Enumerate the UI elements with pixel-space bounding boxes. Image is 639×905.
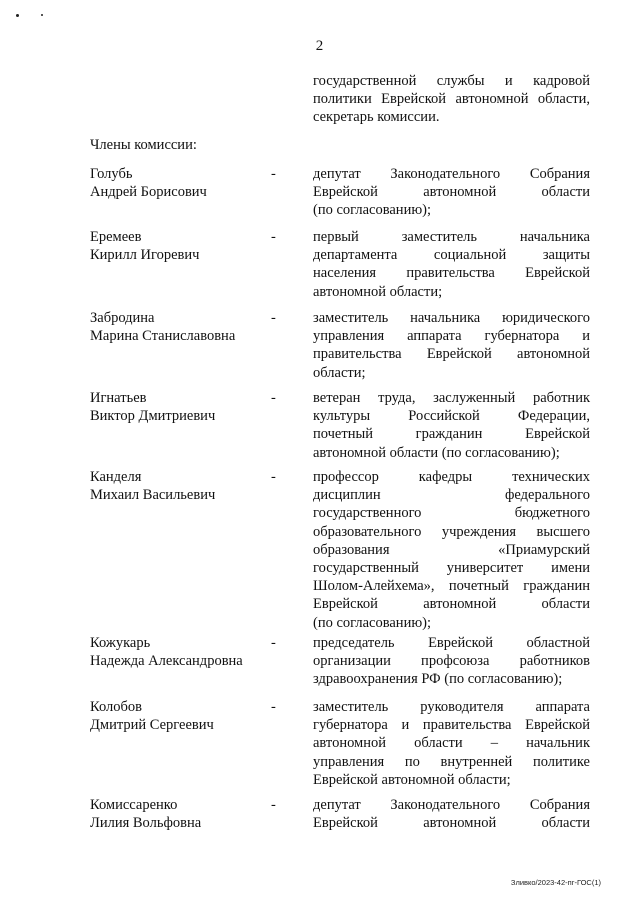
member-position-line: автономной области (по согласованию); bbox=[313, 444, 560, 461]
member-position-line: государственного бюджетного bbox=[313, 505, 590, 522]
member-position bbox=[313, 165, 590, 220]
member-position-line: Еврейской автономной области bbox=[313, 184, 590, 201]
member-position-line: ветеран труда, заслуженный работник bbox=[313, 390, 590, 406]
member-position-line: здравоохранения РФ (по согласованию); bbox=[313, 671, 563, 688]
member-name-line: Забродина bbox=[90, 310, 155, 326]
member-name bbox=[90, 389, 215, 425]
member-position-line: почетный гражданин Еврейской bbox=[313, 426, 590, 443]
member-position bbox=[313, 634, 590, 689]
member-dash: - bbox=[271, 699, 276, 715]
member-position-line: государственный университет имени bbox=[313, 559, 590, 576]
member-dash: - bbox=[271, 390, 276, 406]
intro-line: государственной службы и кадровой bbox=[313, 73, 590, 89]
member-name-line: Кожукарь bbox=[90, 635, 151, 651]
member-position-line: первый заместитель начальника bbox=[313, 229, 590, 245]
section-title: Члены комиссии: bbox=[90, 137, 197, 153]
member-position-line: профессор кафедры технических bbox=[313, 469, 590, 485]
member-position-line: губернатора и правительства Еврейской bbox=[313, 717, 590, 734]
member-position-line: Еврейской автономной области bbox=[313, 815, 590, 832]
member-position-line: культуры Российской Федерации, bbox=[313, 408, 590, 425]
scan-speck bbox=[16, 14, 19, 17]
member-position-line: правительства Еврейской автономной bbox=[313, 346, 590, 363]
member-position bbox=[313, 796, 590, 832]
member-name-line: Игнатьев bbox=[90, 390, 147, 406]
member-name-line: Виктор Дмитриевич bbox=[90, 408, 216, 425]
member-dash: - bbox=[271, 229, 276, 245]
member-position-line: управления по внутренней политике bbox=[313, 753, 590, 770]
member-name-line: Михаил Васильевич bbox=[90, 487, 216, 504]
member-name bbox=[90, 698, 214, 734]
member-position bbox=[313, 698, 590, 789]
member-name-line: Еремеев bbox=[90, 229, 142, 245]
member-position bbox=[313, 389, 590, 462]
member-name bbox=[90, 796, 201, 832]
member-name-line: Надежда Александровна bbox=[90, 653, 243, 670]
member-position-line: образования «Приамурский bbox=[313, 541, 590, 558]
member-position-line: депутат Законодательного Собрания bbox=[313, 797, 590, 813]
member-name-line: Лилия Вольфовна bbox=[90, 815, 202, 832]
member-position-line: заместитель начальника юридического bbox=[313, 310, 590, 326]
member-name-line: Андрей Борисович bbox=[90, 184, 207, 201]
member-position-line: заместитель руководителя аппарата bbox=[313, 699, 590, 715]
member-position-line: департамента социальной защиты bbox=[313, 247, 590, 264]
document-code: Зливко/2023-42-пг-ГОС(1) bbox=[510, 878, 601, 887]
scan-speck bbox=[41, 14, 43, 16]
member-name bbox=[90, 309, 235, 345]
member-position-line: Шолом-Алейхема», почетный гражданин bbox=[313, 578, 590, 595]
member-name-line: Голубь bbox=[90, 166, 133, 182]
member-dash: - bbox=[271, 469, 276, 485]
member-position-line: управления аппарата губернатора и bbox=[313, 328, 590, 345]
member-position-line: председатель Еврейской областной bbox=[313, 635, 590, 651]
member-position-line: автономной области; bbox=[313, 283, 443, 300]
intro-text bbox=[313, 72, 590, 127]
page-number: 2 bbox=[315, 38, 324, 54]
member-dash: - bbox=[271, 310, 276, 326]
member-name-line: Канделя bbox=[90, 469, 142, 485]
member-position-line: образовательного учреждения высшего bbox=[313, 523, 590, 540]
member-name-line: Кирилл Игоревич bbox=[90, 247, 200, 264]
member-dash: - bbox=[271, 166, 276, 182]
member-position-line: организации профсоюза работников bbox=[313, 653, 590, 670]
member-name-line: Колобов bbox=[90, 699, 142, 715]
member-name-line: Дмитрий Сергеевич bbox=[90, 717, 214, 734]
member-name bbox=[90, 228, 199, 264]
member-name bbox=[90, 634, 243, 670]
member-name bbox=[90, 165, 207, 201]
member-position-line: депутат Законодательного Собрания bbox=[313, 166, 590, 182]
member-position-line: области; bbox=[313, 364, 366, 381]
member-name-line: Марина Станиславовна bbox=[90, 328, 236, 345]
member-name-line: Комиссаренко bbox=[90, 797, 178, 813]
member-name bbox=[90, 468, 215, 504]
member-position bbox=[313, 468, 590, 632]
member-position bbox=[313, 228, 590, 301]
member-position-line: Еврейской автономной области; bbox=[313, 771, 511, 788]
member-position-line: дисциплин федерального bbox=[313, 487, 590, 504]
member-position-line: Еврейской автономной области bbox=[313, 596, 590, 613]
intro-line: секретарь комиссии. bbox=[313, 109, 440, 126]
member-position-line: (по согласованию); bbox=[313, 614, 432, 631]
member-position-line: автономной области – начальник bbox=[313, 735, 590, 752]
intro-line: политики Еврейской автономной области, bbox=[313, 91, 590, 108]
member-position-line: (по согласованию); bbox=[313, 202, 432, 219]
member-position-line: населения правительства Еврейской bbox=[313, 265, 590, 282]
member-position bbox=[313, 309, 590, 382]
member-dash: - bbox=[271, 635, 276, 651]
member-dash: - bbox=[271, 797, 276, 813]
